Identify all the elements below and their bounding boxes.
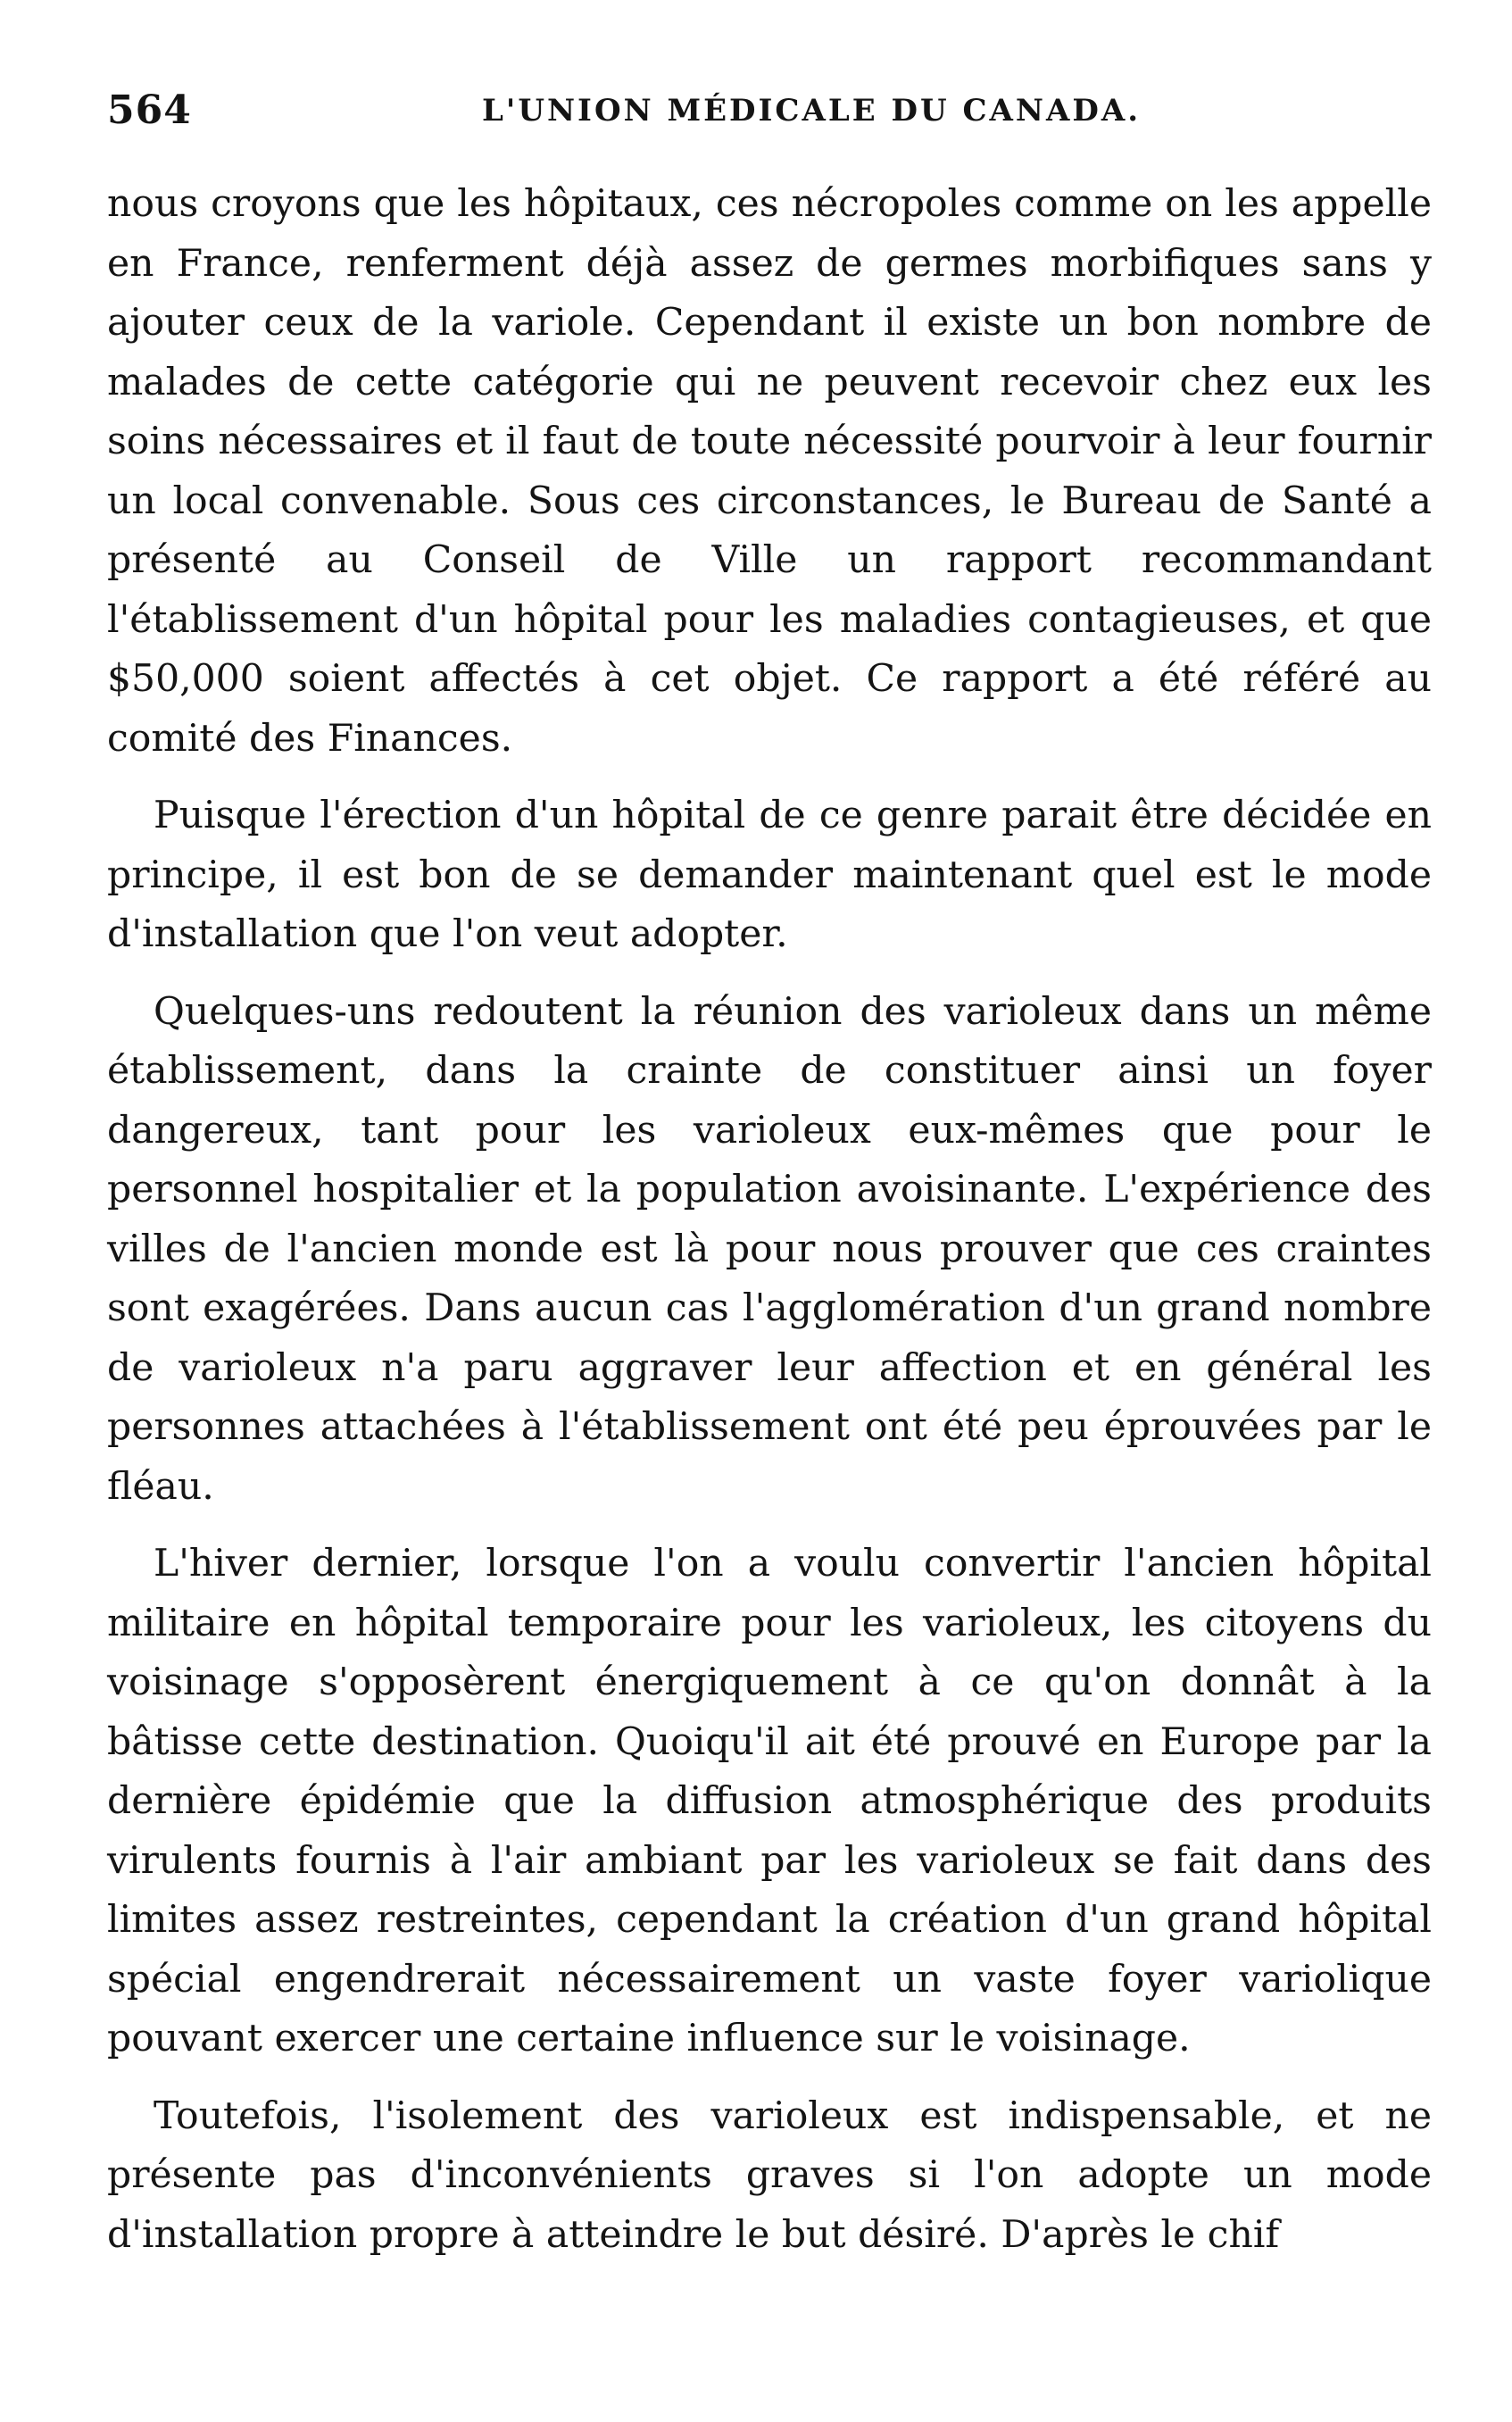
paragraph-4: L'hiver dernier, lorsque l'on a voulu convertir l'ancien hôpital militaire en hôpital temporaire pour les varioleux, les citoyens du voisinage s'opposèrent énergiquement à ce qu'on donnât à la bâtisse cette destination. Quoiqu'il ait été prouvé en Europe par la dernière épidémie que la diffusion atmosphérique des produits virulents fournis à l'air ambiant par les varioleux se fait dans des limites assez restreintes, cependant la création d'un grand hôpital spécial engendrerait nécessairement un vaste foyer variolique pouvant exercer une certaine influence sur le voisinage.	[107, 1542, 1432, 2060]
paragraph-5: Toutefois, l'isolement des varioleux est indispensable, et ne présente pas d'inconvénients graves si l'on adopte un mode d'installation propre à atteindre le but désiré. D'après le chif	[107, 2093, 1432, 2257]
running-title: L'UNION MÉDICALE DU CANADA.	[482, 93, 1142, 129]
body-text	[107, 175, 1432, 2283]
paragraph-2: Puisque l'érection d'un hôpital de ce genre parait être décidée en principe, il est bon de se demander maintenant quel est le mode d'installation que l'on veut adopter.	[107, 794, 1432, 956]
page-header	[107, 87, 1428, 141]
paragraph-1: nous croyons que les hôpitaux, ces nécropoles comme on les appelle en France, renferment déjà assez de germes morbifiques sans y ajouter ceux de la variole. Cependant il existe un bon nombre de malades de cette catégorie qui ne peuvent recevoir chez eux les soins nécessaires et il faut de toute nécessité pourvoir à leur fournir un local convenable. Sous ces circonstances, le Bureau de Santé a présenté au Conseil de Ville un rapport recommandant l'établissement d'un hôpital pour les maladies contagieuses, et que $50,000 soient affectés à cet objet. Ce rapport a été référé au comité des Finances.	[107, 182, 1432, 761]
paragraph-3: Quelques-uns redoutent la réunion des varioleux dans un même établissement, dans la crainte de constituer ainsi un foyer dangereux, tant pour les varioleux eux-mêmes que pour le personnel hospitalier et la population avoisinante. L'expérience des villes de l'ancien monde est là pour nous prouver que ces craintes sont exagérées. Dans aucun cas l'agglomération d'un grand nombre de varioleux n'a paru aggraver leur affection et en général les personnes attachées à l'établissement ont été peu éprouvées par le fléau.	[107, 989, 1432, 1509]
page-number: 564	[107, 87, 192, 133]
